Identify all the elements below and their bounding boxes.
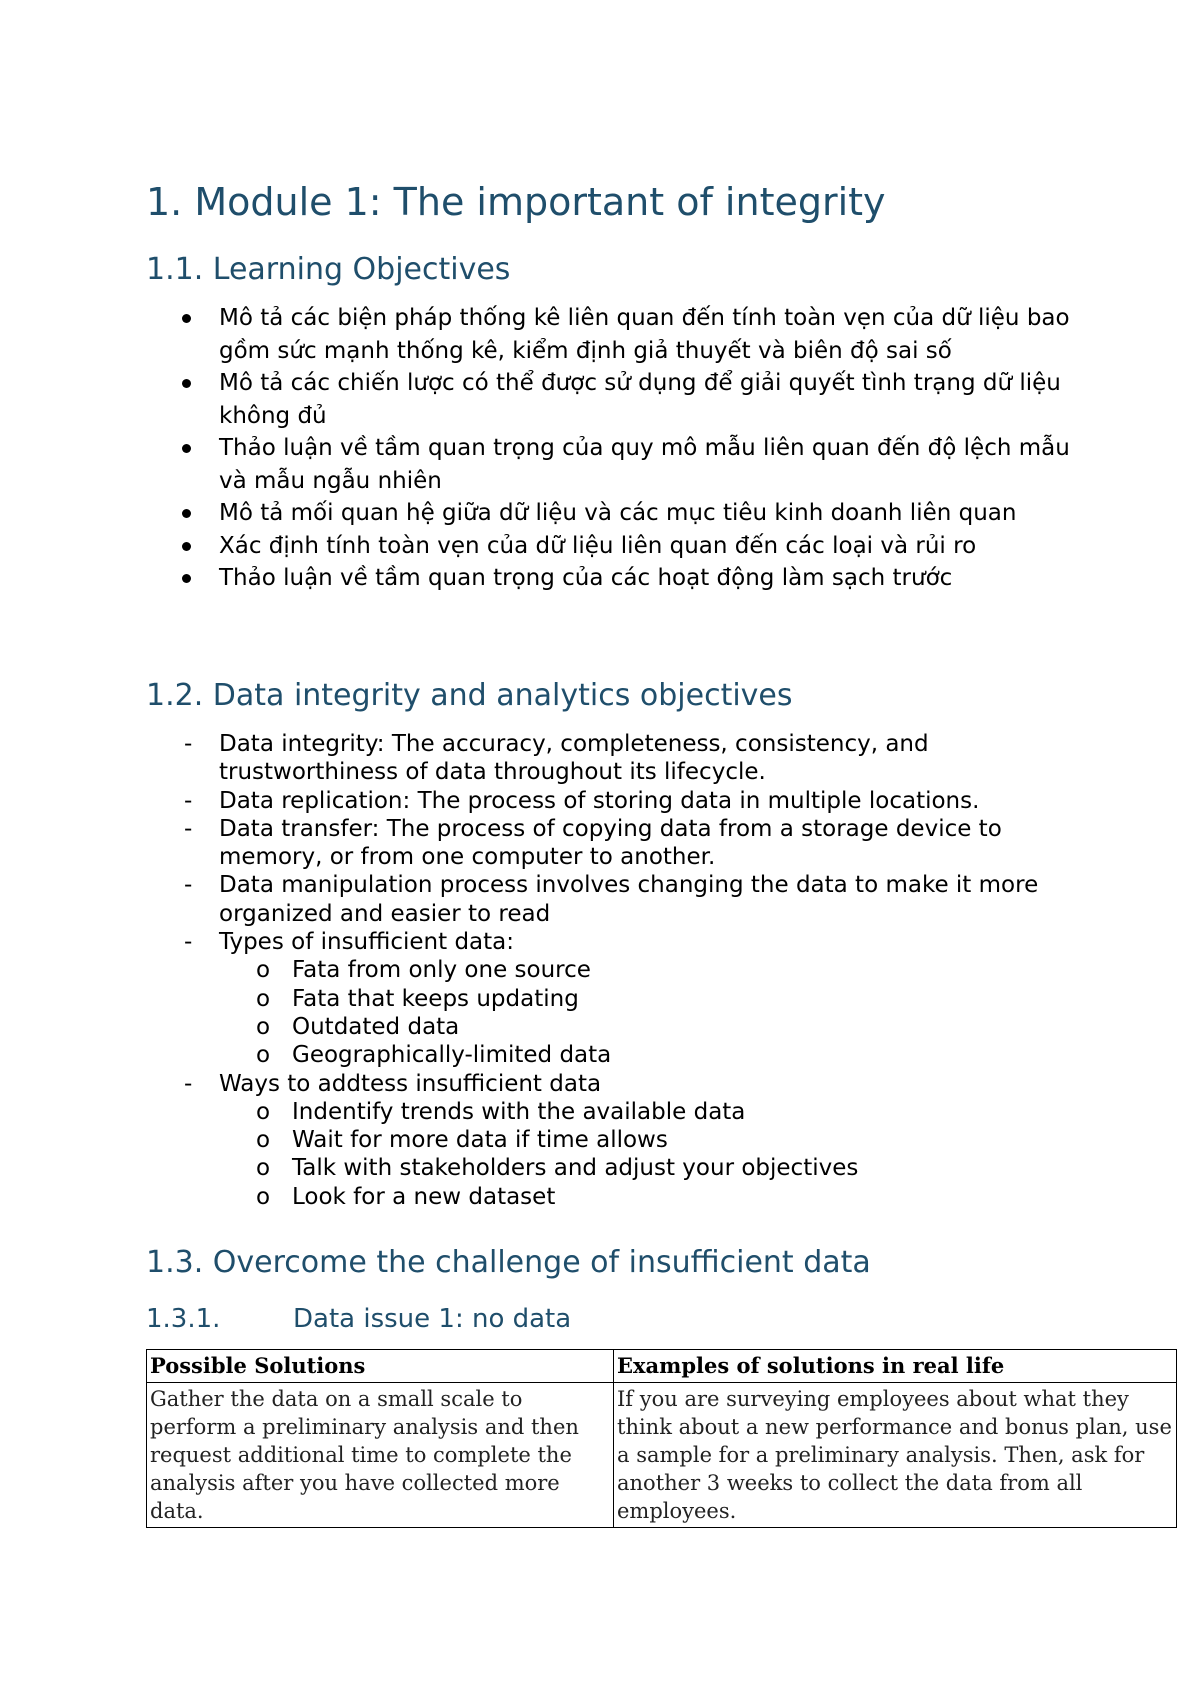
bullet-icon bbox=[182, 542, 191, 551]
list-item: - Data replication: The process of storing data in multiple locations. bbox=[184, 787, 980, 814]
list-item: - Ways to addtess insufficient data o Indentify trends with the available data o Wait for more data if time allows o Talk with stakeholders and adjust your objectives o Look for a new dataset bbox=[146, 1070, 1162, 1211]
list-item: - Types of insufficient data: o Fata from only one source o Fata that keeps updating o Outdated data o Geographically-limited data bbox=[146, 928, 1162, 1069]
sub-list-item: o Outdated data bbox=[256, 1013, 460, 1040]
table-cell: If you are surveying employees about what they think about a new performance and bonus plan, use a sample for a preliminary analysis. Then, ask for another 3 weeks to collect the data from all employees. bbox=[614, 1383, 1177, 1528]
section-data-integrity-heading: 1.2. Data integrity and analytics objectives bbox=[146, 678, 793, 713]
bullet-icon bbox=[182, 444, 191, 453]
sub-list-item: o Look for a new dataset bbox=[256, 1183, 556, 1210]
list-item: Mô tả các chiến lược có thể được sử dụng để giải quyết tình trạng dữ liệu không đủ bbox=[146, 367, 1200, 432]
section-learning-objectives-heading: 1.1. Learning Objectives bbox=[146, 252, 511, 287]
list-item: Mô tả mối quan hệ giữa dữ liệu và các mục tiêu kinh doanh liên quan bbox=[146, 497, 1200, 530]
subsection-no-data-heading: 1.3.1. Data issue 1: no data bbox=[146, 1304, 572, 1334]
list-item: Xác định tính toàn vẹn của dữ liệu liên quan đến các loại và rủi ro bbox=[146, 530, 1200, 563]
solutions-table bbox=[146, 1349, 1177, 1528]
bullet-icon bbox=[182, 314, 191, 323]
learning-objectives-list bbox=[146, 302, 1200, 595]
sub-list-item: o Geographically-limited data bbox=[256, 1042, 612, 1069]
section-insufficient-data-heading: 1.3. Overcome the challenge of insufficient data bbox=[146, 1245, 871, 1280]
table-row bbox=[147, 1383, 1177, 1528]
table-header-row bbox=[147, 1350, 1177, 1383]
bullet-icon bbox=[182, 574, 191, 583]
list-item: Mô tả các biện pháp thống kê liên quan đến tính toàn vẹn của dữ liệu bao gồm sức mạnh thống kê, kiểm định giả thuyết và biên độ sai số bbox=[146, 302, 1200, 367]
list-item: Thảo luận về tầm quan trọng của quy mô mẫu liên quan đến độ lệch mẫu và mẫu ngẫu nhiên bbox=[146, 432, 1200, 497]
module-title: 1. Module 1: The important of integrity bbox=[146, 180, 886, 224]
sub-list-item: o Fata that keeps updating bbox=[256, 985, 579, 1012]
address-insufficient-data-list bbox=[219, 1098, 1162, 1211]
sub-list-item: o Wait for more data if time allows bbox=[256, 1127, 668, 1154]
sub-list-item: o Indentify trends with the available data bbox=[256, 1098, 746, 1125]
sub-list-item: o Talk with stakeholders and adjust your objectives bbox=[256, 1155, 859, 1182]
sub-list-item: o Fata from only one source bbox=[256, 957, 591, 984]
bullet-icon bbox=[182, 379, 191, 388]
list-item: - Data transfer: The process of copying data from a storage device to memory, or from one computer to another. bbox=[184, 815, 1002, 871]
table-header-cell: Possible Solutions bbox=[147, 1350, 614, 1383]
bullet-icon bbox=[182, 509, 191, 518]
table-header-cell: Examples of solutions in real life bbox=[614, 1350, 1177, 1383]
table-cell: Gather the data on a small scale to perform a preliminary analysis and then request additional time to complete the analysis after you have collected more data. bbox=[147, 1383, 614, 1528]
data-integrity-list bbox=[146, 730, 1162, 1211]
list-item: Thảo luận về tầm quan trọng của các hoạt động làm sạch trước bbox=[146, 562, 1200, 595]
list-item: - Data integrity: The accuracy, completeness, consistency, and trustworthiness of data throughout its lifecycle. bbox=[184, 731, 929, 786]
list-item: - Data manipulation process involves changing the data to make it more organized and easier to read bbox=[184, 872, 1039, 927]
insufficient-data-types-list bbox=[219, 956, 1162, 1069]
